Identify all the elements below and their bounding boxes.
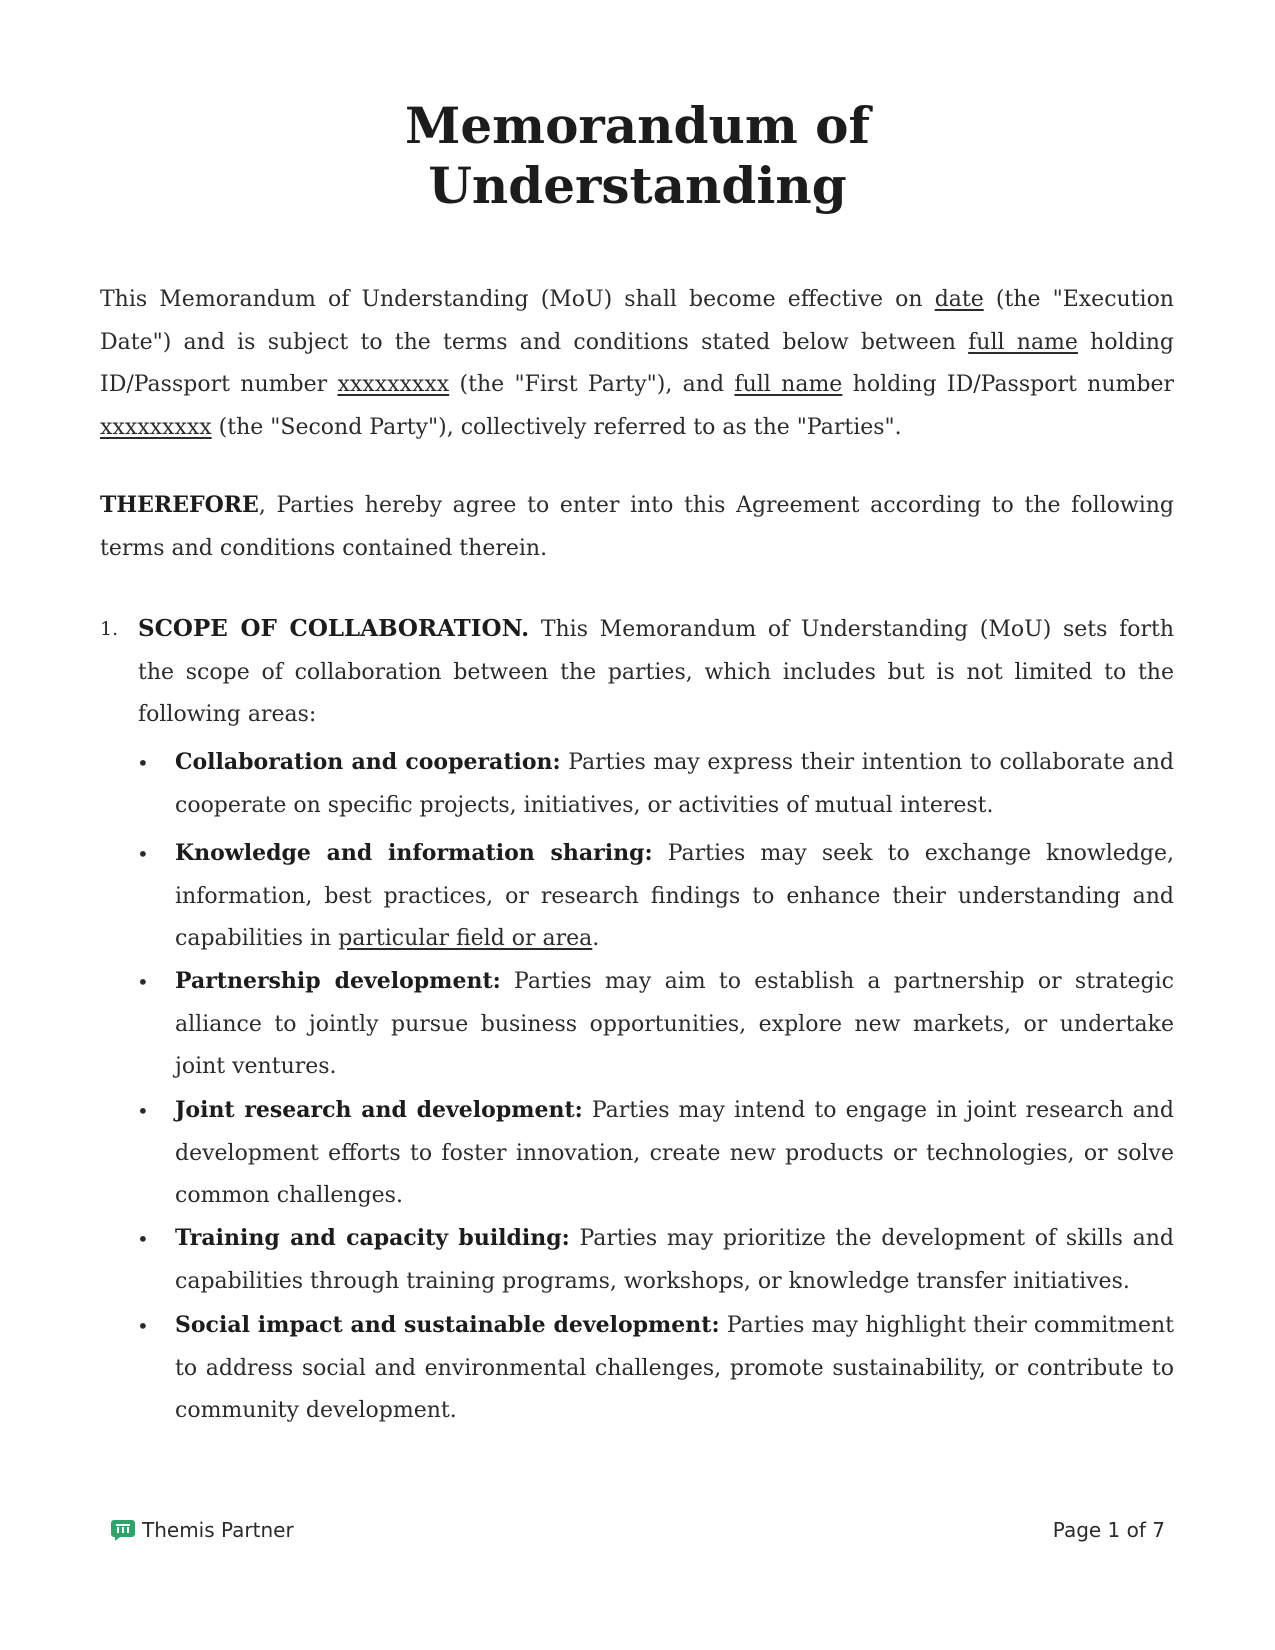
brand-name: Themis Partner	[142, 1518, 294, 1542]
list-item	[100, 741, 1174, 827]
list-item	[100, 960, 1174, 1089]
section-heading: SCOPE OF COLLABORATION.	[138, 615, 530, 642]
intro-text: This Memorandum of Understanding (MoU) shall become effective on	[100, 287, 935, 312]
bullet-icon: •	[137, 1314, 149, 1338]
bullet-text: Parties may aim to establish a partnership or strategic alliance to jointly pursue business opportunities, explore new markets, or undertake joint ventures.	[175, 969, 1174, 1079]
therefore-paragraph	[100, 484, 1174, 570]
document-title	[0, 96, 1275, 216]
first-party-name-field: full name	[968, 329, 1078, 355]
list-item	[100, 1089, 1174, 1218]
intro-text: (the "First Party"), and	[449, 372, 735, 397]
themis-logo-icon	[110, 1518, 136, 1542]
bullet-icon: •	[137, 1227, 149, 1251]
second-party-id-field: xxxxxxxxx	[100, 414, 212, 440]
title-line-1: Memorandum of	[405, 96, 870, 155]
therefore-bold: THEREFORE	[100, 492, 259, 518]
second-party-name-field: full name	[734, 372, 843, 397]
therefore-text: , Parties hereby agree to enter into this Agreement according to the following terms and conditions contained therein.	[100, 493, 1174, 561]
list-item	[100, 832, 1174, 961]
section-number: 1.	[100, 618, 119, 640]
bullet-text: Parties may intend to engage in joint research and development efforts to foster innovation, create new products or technologies, or solve common challenges.	[175, 1098, 1174, 1208]
brand	[110, 1518, 294, 1542]
bullet-label: Social impact and sustainable development:	[175, 1312, 720, 1338]
intro-paragraph	[100, 279, 1174, 449]
list-item	[100, 1217, 1174, 1303]
bullet-icon: •	[137, 1099, 149, 1123]
bullet-icon: •	[137, 751, 149, 775]
bullet-icon: •	[137, 970, 149, 994]
bullet-text: Parties may prioritize the development of skills and capabilities through training programs, workshops, or knowledge transfer initiatives.	[175, 1226, 1174, 1294]
bullet-label: Collaboration and cooperation:	[175, 749, 561, 775]
bullet-label: Training and capacity building:	[175, 1225, 570, 1251]
bullet-label: Joint research and development:	[175, 1097, 583, 1123]
bullet-label: Knowledge and information sharing:	[175, 840, 653, 866]
intro-text: holding ID/Passport number	[100, 329, 1174, 397]
field-placeholder: particular field or area	[338, 926, 593, 951]
bullet-text: Parties may highlight their commitment to address social and environmental challenges, promote sustainability, or contribute to community development.	[175, 1313, 1174, 1423]
title-line-2: Understanding	[428, 156, 847, 215]
section-text: This Memorandum of Understanding (MoU) sets forth the scope of collaboration between the parties, which includes but is not limited to the following areas:	[138, 617, 1174, 727]
first-party-id-field: xxxxxxxxx	[337, 372, 450, 397]
bullet-icon: •	[137, 842, 149, 866]
bullet-text: .	[592, 926, 600, 951]
list-item	[100, 1304, 1174, 1433]
intro-text: (the "Execution Date") and is subject to the terms and conditions stated below between	[100, 287, 1174, 355]
intro-text: (the "Second Party"), collectively referred to as the "Parties".	[211, 414, 902, 440]
section-1	[100, 608, 1174, 737]
date-field: date	[934, 287, 984, 312]
intro-text: holding ID/Passport number	[842, 372, 1174, 397]
page-footer	[110, 1518, 1165, 1550]
bullet-label: Partnership development:	[175, 968, 501, 994]
bullet-text: Parties may express their intention to collaborate and cooperate on specific projects, initiatives, or activities of mutual interest.	[175, 750, 1175, 818]
page-number: Page 1 of 7	[1052, 1518, 1165, 1542]
bullet-text: Parties may seek to exchange knowledge, information, best practices, or research findings to enhance their understanding and capabilities in	[175, 841, 1174, 951]
